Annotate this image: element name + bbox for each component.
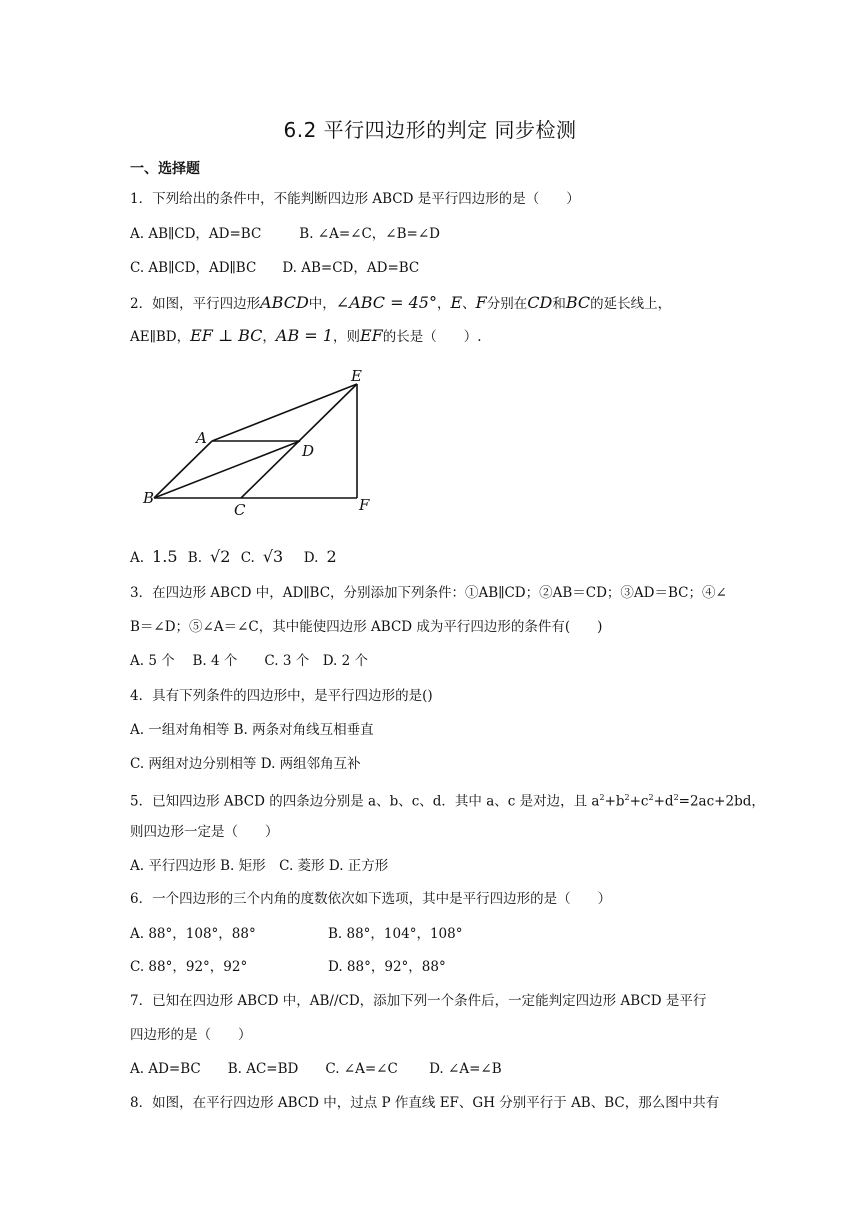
label-d: D bbox=[302, 442, 315, 460]
q2-text: AE∥BD， bbox=[130, 329, 191, 345]
q2-text: ， bbox=[436, 296, 451, 312]
q5-options: A. 平行四边形 B. 矩形 C. 菱形 D. 正方形 bbox=[130, 858, 389, 874]
q5-text: +c bbox=[629, 793, 649, 810]
q2-text: 的长是（ ）. bbox=[382, 329, 482, 345]
q5-text: +d bbox=[653, 793, 674, 810]
q5-exponent: 2 bbox=[624, 793, 630, 802]
label-f: F bbox=[359, 496, 370, 514]
q2-option-d: D. bbox=[303, 550, 319, 566]
q2-text: ，则 bbox=[332, 329, 360, 345]
q2-math: E bbox=[450, 293, 463, 312]
q5-text: 5．已知四边形 ABCD 的四条边分别是 a、b、c、d．其中 a、c 是对边，且 a bbox=[130, 793, 600, 810]
q1-option-a: A. AB∥CD，AD=BC bbox=[130, 226, 262, 242]
q2-option-b: B. bbox=[187, 550, 203, 566]
q2-option-c: C. bbox=[240, 550, 255, 566]
page-title: 6.2 平行四边形的判定 同步检测 bbox=[283, 118, 577, 142]
q6-option-c: C. 88°，92°，92° bbox=[130, 959, 248, 975]
q7-options: A. AD=BC B. AC=BD C. ∠A=∠C D. ∠A=∠B bbox=[130, 1061, 502, 1077]
q2-math: EF bbox=[359, 326, 383, 345]
label-c: C bbox=[234, 501, 246, 519]
q4-stem: 4．具有下列条件的四边形中，是平行四边形的是() bbox=[130, 688, 433, 704]
q5-stem-line1 bbox=[130, 788, 765, 812]
q6-option-b: B. 88°，104°，108° bbox=[328, 926, 463, 942]
q6-option-a: A. 88°，108°，88° bbox=[130, 926, 256, 942]
q2-value-c: √3 bbox=[262, 547, 284, 566]
q2-geometry-figure bbox=[140, 362, 380, 522]
q5-exponent: 2 bbox=[648, 793, 654, 802]
q6-stem: 6．一个四边形的三个内角的度数依次如下选项，其中是平行四边形的是（ ） bbox=[130, 891, 612, 907]
q2-text: ， bbox=[262, 329, 276, 345]
segment-ae bbox=[212, 384, 357, 441]
q1-stem: 1．下列给出的条件中，不能判断四边形 ABCD 是平行四边形的是（ ） bbox=[130, 191, 580, 207]
q6-options-row2 bbox=[130, 957, 446, 977]
q2-value-d: 2 bbox=[326, 547, 337, 566]
q2-text: 的延长线上， bbox=[590, 296, 672, 312]
q2-option-a: A. bbox=[130, 550, 145, 566]
q5-exponent: 2 bbox=[599, 793, 605, 802]
q1-option-c: C. AB∥CD，AD∥BC bbox=[130, 260, 257, 276]
q4-options-row1: A. 一组对角相等 B. 两条对角线互相垂直 bbox=[130, 722, 374, 738]
q2-options bbox=[130, 547, 343, 566]
q3-stem-line2: B＝∠D；⑤∠A＝∠C，其中能使四边形 ABCD 成为平行四边形的条件有( ) bbox=[130, 619, 603, 635]
q4-options-row2: C. 两组对边分别相等 D. 两组邻角互补 bbox=[130, 756, 361, 772]
q5-exponent: 2 bbox=[673, 793, 679, 802]
q8-stem-line1: 8．如图，在平行四边形 ABCD 中，过点 P 作直线 EF、GH 分别平行于 AB、BC，那么图中共有 bbox=[130, 1095, 720, 1111]
q1-option-b: B. ∠A=∠C，∠B=∠D bbox=[299, 226, 440, 242]
q3-stem-line1: 3．在四边形 ABCD 中，AD∥BC，分别添加下列条件：①AB∥CD；②AB＝CD；③AD＝BC；④∠ bbox=[130, 585, 727, 601]
q7-stem-line1: 7．已知在四边形 ABCD 中，AB//CD，添加下列一个条件后，一定能判定四边形 ABCD 是平行 bbox=[130, 993, 707, 1009]
q7-stem-line2: 四边形的是（ ） bbox=[130, 1027, 252, 1043]
q2-math: AB = 1 bbox=[275, 326, 333, 345]
q5-stem-line2: 则四边形一定是（ ） bbox=[130, 824, 279, 840]
q2-text: 分别在 bbox=[486, 296, 528, 312]
q2-math: ∠ABC = 45° bbox=[335, 293, 437, 312]
label-e: E bbox=[351, 367, 362, 385]
q1-option-d: D. AB=CD，AD=BC bbox=[282, 260, 420, 276]
q5-text: +b bbox=[604, 793, 625, 810]
q2-value-b: √2 bbox=[210, 547, 231, 566]
label-a: A bbox=[196, 429, 207, 447]
label-b: B bbox=[143, 489, 155, 507]
q6-options-row1 bbox=[130, 924, 462, 944]
q1-options-row2 bbox=[130, 258, 419, 278]
q2-math: ABCD bbox=[260, 293, 309, 312]
q2-text: 、 bbox=[462, 296, 476, 312]
segment-ba bbox=[154, 441, 212, 498]
q2-math: BC bbox=[565, 293, 591, 312]
q3-options: A. 5 个 B. 4 个 C. 3 个 D. 2 个 bbox=[130, 653, 369, 669]
segment-bd bbox=[154, 441, 300, 498]
q2-math: EF ⊥ BC bbox=[190, 326, 263, 345]
q2-text: 中， bbox=[308, 296, 336, 312]
q2-stem-line1 bbox=[130, 293, 671, 314]
q2-stem-line2 bbox=[130, 326, 482, 347]
q2-text: 和 bbox=[552, 296, 566, 312]
q5-text: =2ac+2bd， bbox=[678, 793, 765, 810]
q2-text: 2．如图，平行四边形 bbox=[130, 296, 261, 312]
q2-math: CD bbox=[527, 293, 553, 312]
section-heading: 一、选择题 bbox=[130, 161, 200, 177]
q2-value-a: 1.5 bbox=[152, 547, 178, 566]
q2-math: F bbox=[475, 293, 487, 312]
q6-option-d: D. 88°，92°，88° bbox=[328, 959, 446, 975]
q1-options-row1 bbox=[130, 224, 440, 244]
